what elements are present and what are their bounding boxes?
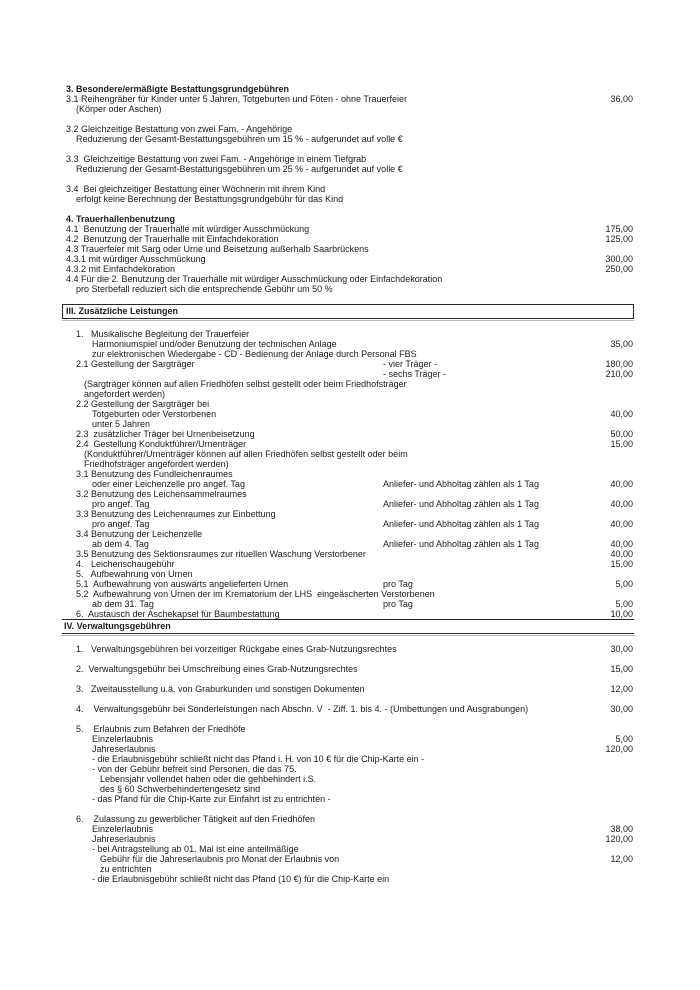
fee-line-note: Anliefer- und Abholtag zählen als 1 Tag (383, 539, 539, 549)
fee-line (62, 549, 634, 559)
fee-line-text: 4. Verwaltungsgebühr bei Sonderleistungen nach Abschn. V - Ziff. 1. bis 4. - (Umbettungen und Ausgrabungen) (76, 704, 529, 714)
fee-line (62, 519, 634, 529)
fee-line-text: 3.4 Benutzung der Leichenzelle (76, 529, 203, 539)
fee-line-text: - die Erlaubnisgebühr schließt nicht das Pfand i. H. von 10 € für die Chip-Karte ein - (92, 754, 425, 764)
fee-amount: 12,00 (610, 684, 633, 694)
fee-line (62, 379, 634, 389)
fee-line (62, 824, 634, 834)
fee-amount: 175,00 (605, 224, 633, 234)
fee-amount: 40,00 (610, 539, 633, 549)
fee-line (62, 234, 634, 244)
fee-line (62, 644, 634, 654)
fee-line (62, 704, 634, 714)
fee-line-text: unter 5 Jahren (92, 419, 151, 429)
fee-line (62, 814, 634, 824)
fee-line (62, 244, 634, 254)
fee-line (62, 609, 634, 619)
fee-line-text: Gebühr für die Jahreserlaubnis pro Monat der Erlaubnis von (100, 854, 340, 864)
fee-amount: 40,00 (610, 519, 633, 529)
fee-line (62, 184, 634, 194)
fee-amount: 125,00 (605, 234, 633, 244)
fee-line-text: 3.1 Benutzung des Fundleichenraumes (76, 469, 233, 479)
fee-amount: 12,00 (610, 854, 633, 864)
fee-line-text: Reduzierung der Gesamt-Bestattungsgebühren um 25 % - aufgerundet auf volle € (76, 164, 403, 174)
fee-amount: 15,00 (610, 439, 633, 449)
fee-line-text: 2.4 Gestellung Konduktführer/Urnenträger (76, 439, 247, 449)
fee-amount: 300,00 (605, 254, 633, 264)
fee-line-text: zu entrichten (100, 864, 152, 874)
fee-line (62, 469, 634, 479)
fee-line (62, 794, 634, 804)
fee-line-text: 5. Aufbewahrung von Urnen (76, 569, 193, 579)
fee-line (62, 194, 634, 204)
blank-line (62, 674, 634, 684)
fee-line (62, 724, 634, 734)
blank-line (62, 174, 634, 184)
fee-line (62, 389, 634, 399)
fee-line-text: 3. Zweitausstellung u.ä. von Graburkunden und sonstigen Dokumenten (76, 684, 365, 694)
blank-line (62, 204, 634, 214)
fee-line-note: pro Tag (383, 599, 413, 609)
fee-line (62, 489, 634, 499)
fee-line-text: zur elektronischen Wiedergabe - CD - Bedienung der Anlage durch Personal FBS (92, 349, 417, 359)
fee-line-text: 4. Leichenschaugebühr (76, 559, 175, 569)
fee-line-note: Anliefer- und Abholtag zählen als 1 Tag (383, 499, 539, 509)
fee-amount: 120,00 (605, 834, 633, 844)
fee-line-text: 5.2 Aufbewahrung von Urnen der im Krematorium der LHS eingeäscherten Verstorbenen (76, 589, 435, 599)
fee-line-text: 2.2 Gestellung der Sargträger bei (76, 399, 210, 409)
fee-line (62, 224, 634, 234)
blank-line (62, 634, 634, 644)
fee-line-text: oder einer Leichenzelle pro angef. Tag (92, 479, 245, 489)
fee-line-note: Anliefer- und Abholtag zählen als 1 Tag (383, 479, 539, 489)
fee-line-text: - das Pfand für die Chip-Karte zur Einfahrt ist zu entrichten - (92, 794, 331, 804)
blank-line (62, 144, 634, 154)
section-header: IV. Verwaltungsgebühren (62, 619, 634, 634)
fee-line (62, 134, 634, 144)
fee-line-text: 4.2 Benutzung der Trauerhalle mit Einfachdekoration (66, 234, 279, 244)
fee-line-text: des § 60 Schwerbehindertengesetz sind (100, 784, 261, 794)
fee-line (62, 599, 634, 609)
fee-line (62, 539, 634, 549)
fee-line-text: Lebensjahr vollendet haben oder die gehbehindert i.S. (100, 774, 317, 784)
fee-line (62, 254, 634, 264)
fee-line (62, 664, 634, 674)
fee-line (62, 754, 634, 764)
fee-amount: 250,00 (605, 264, 633, 274)
fee-line (62, 734, 634, 744)
blank-line (62, 319, 634, 329)
fee-line-text: - von der Gebühr befreit sind Personen, die das 75. (92, 764, 297, 774)
fee-line (62, 94, 634, 104)
fee-line-note: - sechs Träger - (383, 369, 447, 379)
fee-amount: 36,00 (610, 94, 633, 104)
fee-line (62, 349, 634, 359)
blank-line (62, 694, 634, 704)
fee-line-text: Einzelerlaubnis (92, 734, 154, 744)
fee-line-text: Harmoniumspiel und/oder Benutzung der technischen Anlage (92, 339, 337, 349)
fee-line-text: 3.2 Benutzung des Leichensammelraumes (76, 489, 247, 499)
fee-amount: 40,00 (610, 549, 633, 559)
fee-line (62, 359, 634, 369)
fee-line-text: 4.3 Trauerfeier mit Sarg oder Urne und Beisetzung außerhalb Saarbrückens (66, 244, 369, 254)
fee-line (62, 339, 634, 349)
fee-line-text: 3.2 Gleichzeitige Bestattung von zwei Fam. - Angehörige (66, 124, 293, 134)
blank-line (62, 294, 634, 304)
fee-line-text: 6. Austausch der Aschekapsel für Baumbestattung (76, 609, 280, 619)
fee-line-text: 3.3 Gleichzeitige Bestattung von zwei Fam. - Angehörige in einem Tiefgrab (66, 154, 367, 164)
fee-line (62, 774, 634, 784)
fee-amount: 210,00 (605, 369, 633, 379)
fee-line (62, 164, 634, 174)
fee-line-text: erfolgt keine Berechnung der Bestattungsgrundgebühr für das Kind (76, 194, 344, 204)
fee-line-text: - die Erlaubnisgebühr schließt nicht das Pfand (10 €) für die Chip-Karte ein (92, 874, 390, 884)
fee-line (62, 399, 634, 409)
fee-line-text: 3.3 Benutzung des Leichenraumes zur Einbettung (76, 509, 276, 519)
fee-line (62, 284, 634, 294)
fee-line-text: (Sargträger können auf allen Friedhöfen selbst gestellt oder beim Friedhofsträger (84, 379, 407, 389)
fee-line-text: ab dem 31. Tag (92, 599, 154, 609)
fee-line (62, 369, 634, 379)
fee-line-text: 4.1 Benutzung der Trauerhalle mit würdiger Ausschmückung (66, 224, 310, 234)
fee-line-note: pro Tag (383, 579, 413, 589)
fee-line-text: pro angef. Tag (92, 499, 150, 509)
fee-line (62, 499, 634, 509)
fee-line (62, 449, 634, 459)
fee-line-text: 4. Trauerhallenbenutzung (66, 214, 176, 224)
fee-amount: 5,00 (615, 734, 633, 744)
fee-line (62, 864, 634, 874)
fee-line-note: Anliefer- und Abholtag zählen als 1 Tag (383, 519, 539, 529)
fee-line (62, 579, 634, 589)
fee-line (62, 529, 634, 539)
blank-line (62, 714, 634, 724)
fee-line-text: 1. Verwaltungsgebühren bei vorzeitiger Rückgabe eines Grab-Nutzungsrechtes (76, 644, 397, 654)
fee-line-text: 3. Besondere/ermäßigte Bestattungsgrundgebühren (66, 84, 290, 94)
fee-schedule-content (62, 84, 634, 884)
fee-amount: 40,00 (610, 499, 633, 509)
fee-line-text: Jahreserlaubnis (92, 744, 156, 754)
fee-line (62, 264, 634, 274)
fee-line-text: 2.1 Gestellung der Sargträger (76, 359, 195, 369)
fee-line-text: pro angef. Tag (92, 519, 150, 529)
fee-amount: 30,00 (610, 704, 633, 714)
fee-line-text: 2. Verwaltungsgebühr bei Umschreibung eines Grab-Nutzungsrechtes (76, 664, 358, 674)
fee-amount: 50,00 (610, 429, 633, 439)
fee-line-text: Jahreserlaubnis (92, 834, 156, 844)
fee-line-text: Einzelerlaubnis (92, 824, 154, 834)
fee-line (62, 274, 634, 284)
fee-amount: 15,00 (610, 559, 633, 569)
fee-line-text: 3.1 Reihengräber für Kinder unter 5 Jahren, Totgeburten und Föten - ohne Trauerfeier (66, 94, 408, 104)
fee-line (62, 459, 634, 469)
fee-line-note: - vier Träger - (383, 359, 438, 369)
fee-line (62, 154, 634, 164)
fee-line (62, 84, 634, 94)
fee-line (62, 764, 634, 774)
fee-line (62, 834, 634, 844)
fee-line-text: Friedhofsträger angefordert werden) (84, 459, 229, 469)
fee-line (62, 874, 634, 884)
fee-amount: 5,00 (615, 599, 633, 609)
fee-line-text: 2.3 zusätzlicher Träger bei Urnenbeisetzung (76, 429, 255, 439)
fee-line-text: pro Sterbefall reduziert sich die entsprechende Gebühr um 50 % (76, 284, 333, 294)
blank-line (62, 114, 634, 124)
fee-line (62, 784, 634, 794)
fee-line (62, 429, 634, 439)
fee-amount: 40,00 (610, 479, 633, 489)
fee-line-text: - bei Antragstellung ab 01. Mai ist eine anteilmäßige (92, 844, 299, 854)
fee-line (62, 559, 634, 569)
fee-line (62, 509, 634, 519)
fee-line (62, 439, 634, 449)
fee-line (62, 104, 634, 114)
blank-line (62, 804, 634, 814)
fee-line-text: 5. Erlaubnis zum Befahren der Friedhöfe (76, 724, 246, 734)
fee-line (62, 124, 634, 134)
fee-line (62, 684, 634, 694)
fee-line (62, 329, 634, 339)
fee-line (62, 419, 634, 429)
fee-line (62, 569, 634, 579)
fee-amount: 40,00 (610, 409, 633, 419)
fee-line-text: 6. Zulassung zu gewerblicher Tätigkeit auf den Friedhöfen (76, 814, 315, 824)
fee-amount: 30,00 (610, 644, 633, 654)
fee-line-text: 4.4 Für die 2. Benutzung der Trauerhalle mit würdiger Ausschmückung oder Einfachdekoration (66, 274, 443, 284)
fee-line-text: 4.3.2 mit Einfachdekoration (66, 264, 176, 274)
fee-line-text: 5.1 Aufbewahrung von auswärts angelieferten Urnen (76, 579, 289, 589)
fee-line-text: (Körper oder Aschen) (76, 104, 162, 114)
fee-amount: 10,00 (610, 609, 633, 619)
fee-amount: 38,00 (610, 824, 633, 834)
fee-line (62, 744, 634, 754)
fee-line (62, 589, 634, 599)
fee-amount: 120,00 (605, 744, 633, 754)
fee-line-text: Reduzierung der Gesamt-Bestattungsgebühren um 15 % - aufgerundet auf volle € (76, 134, 403, 144)
fee-line-text: 4.3.1 mit würdiger Ausschmückung (66, 254, 206, 264)
fee-line (62, 214, 634, 224)
fee-line (62, 854, 634, 864)
fee-amount: 35,00 (610, 339, 633, 349)
fee-amount: 180,00 (605, 359, 633, 369)
fee-line-text: (Konduktführer/Urnenträger können auf allen Friedhöfen selbst gestellt oder beim (84, 449, 408, 459)
fee-line-text: 3.4 Bei gleichzeitiger Bestattung einer Wöchnerin mit ihrem Kind (66, 184, 326, 194)
blank-line (62, 654, 634, 664)
section-header: III. Zusätzliche Leistungen (62, 304, 634, 319)
fee-amount: 5,00 (615, 579, 633, 589)
fee-line-text: ab dem 4. Tag (92, 539, 149, 549)
fee-line-text: 1. Musikalische Begleitung der Trauerfeier (76, 329, 250, 339)
fee-line (62, 844, 634, 854)
fee-line (62, 479, 634, 489)
fee-line (62, 409, 634, 419)
fee-line-text: Totgeburten oder Verstorbenen (92, 409, 217, 419)
fee-line-text: angefordert werden) (84, 389, 166, 399)
fee-line-text: 3.5 Benutzung des Sektionsraumes zur rituellen Waschung Verstorbener (76, 549, 366, 559)
fee-amount: 15,00 (610, 664, 633, 674)
